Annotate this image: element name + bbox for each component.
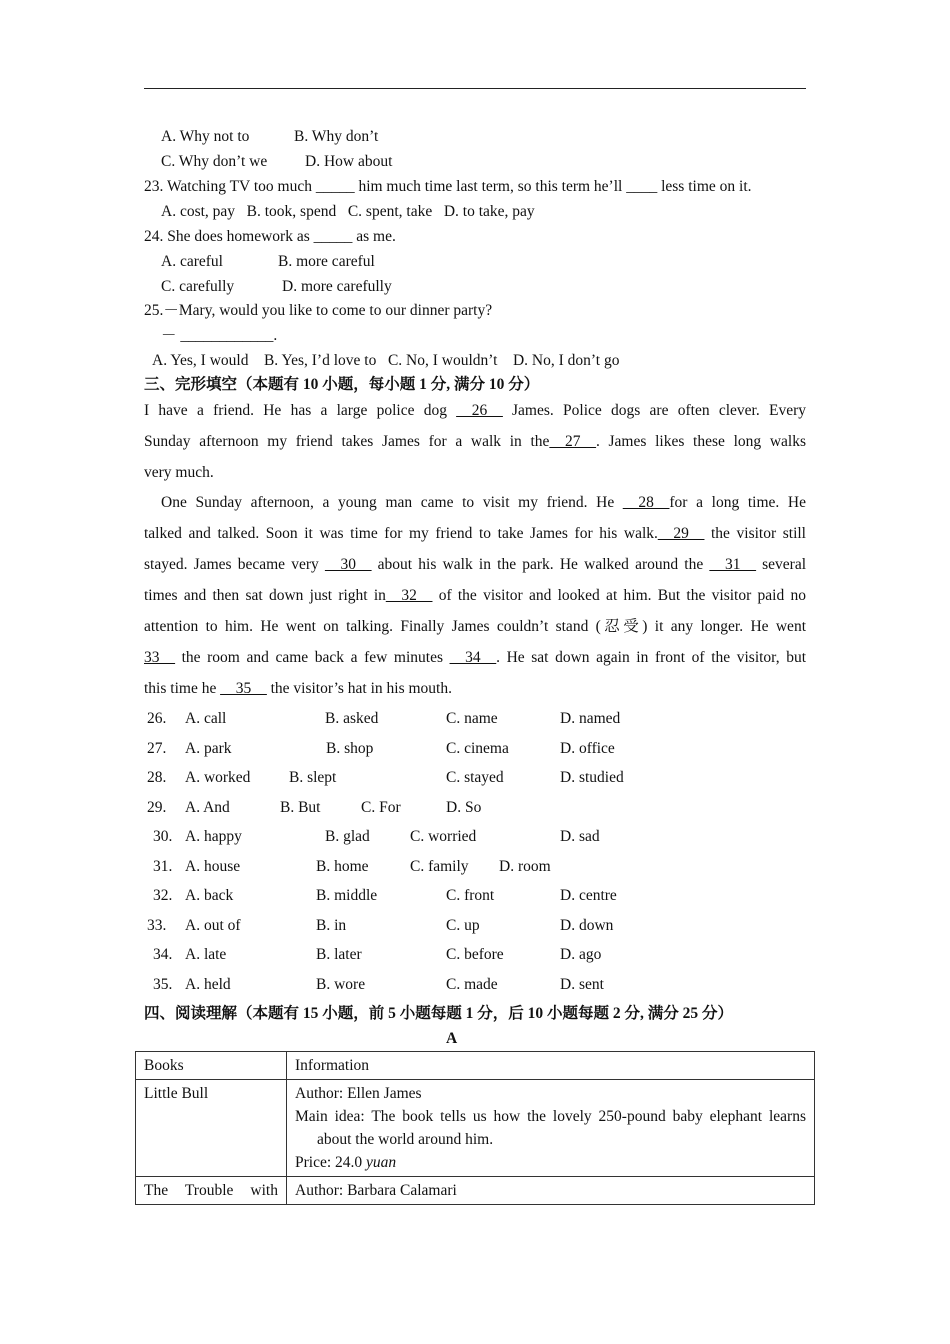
part-label: A [446,1030,458,1047]
cloze-option-d: D. centre [560,887,617,904]
q22-option-c: C. Why don’t we [161,153,268,170]
cloze-question-number: 27. [147,740,167,757]
blank-29: __29__ [657,525,705,542]
table-header-cell: Information [287,1052,815,1080]
cloze-option-c: C. front [446,887,495,904]
q22-option-a: A. Why not to [161,128,250,145]
blank-34: __34__ [449,649,497,666]
section4-heading: 四、阅读理解（本题有 15 小题，前 5 小题每题 1 分，后 10 小题每题 2 分, 满分 25 分） [144,1005,734,1022]
cloze-option-a: A. park [185,740,232,757]
cloze-option-a: A. held [185,976,231,993]
cloze-option-d: D. named [560,710,621,727]
passage-line: talked and talked. Soon it was time for my friend to take James for his walk.__29__ the visitor still [144,525,806,542]
cloze-option-b: B. asked [325,710,379,727]
blank-35: __35__ [220,680,267,697]
passage-line: attention to him. He went on talking. Finally James couldn’t stand (忍受) it any longer. He went [144,618,806,635]
cloze-question-number: 29. [147,799,167,816]
cloze-option-c: C. family [410,858,469,875]
cloze-option-b: B. middle [316,887,378,904]
book-title: The Trouble with [136,1177,287,1205]
cloze-option-c: C. name [446,710,498,727]
cloze-question-number: 28. [147,769,167,786]
book-price: Price: 24.0 yuan [295,1154,397,1171]
cloze-option-c: C. made [446,976,498,993]
cloze-option-b: B. wore [316,976,366,993]
section3-heading: 三、完形填空（本题有 10 小题，每小题 1 分, 满分 10 分） [144,376,540,393]
cloze-option-c: C. For [361,799,401,816]
q24-option-b: B. more careful [278,253,375,270]
cloze-option-b: B. shop [326,740,374,757]
passage-line: this time he __35__ the visitor’s hat in his mouth. [144,680,452,697]
header-rule [144,88,806,89]
cloze-option-a: A. back [185,887,234,904]
book-author: Author: Ellen James [295,1085,422,1102]
q25-answer-line: － ____________. [161,327,278,344]
cloze-option-a: A. call [185,710,227,727]
cloze-option-b: B. later [316,946,362,963]
q23-stem: 23. Watching TV too much _____ him much time last term, so this term he’ll ____ less time on it. [144,178,752,195]
cloze-option-b: B. slept [289,769,337,786]
cloze-option-d: D. sad [560,828,600,845]
passage-line: times and then sat down just right in__32__ of the visitor and looked at him. But the visitor paid no [144,587,806,604]
passage-line: One Sunday afternoon, a young man came to visit my friend. He __28__for a long time. He [161,494,806,511]
cloze-option-d: D. sent [560,976,604,993]
q24-option-d: D. more carefully [282,278,392,295]
cloze-option-a: A. house [185,858,241,875]
cloze-question-number: 35. [153,976,173,993]
passage-line: very much. [144,464,214,481]
cloze-option-c: C. stayed [446,769,504,786]
q22-option-d: D. How about [305,153,393,170]
passage-line: 33__ the room and came back a few minutes __34__. He sat down again in front of the visitor, but [144,649,807,666]
cloze-question-number: 33. [147,917,167,934]
cloze-option-d: D. office [560,740,615,757]
cloze-option-a: A. late [185,946,227,963]
book-title: Little Bull [136,1080,287,1177]
cloze-option-d: D. So [446,799,482,816]
blank-27: __27__ [549,433,596,450]
cloze-option-d: D. room [499,858,551,875]
blank-31: __31__ [709,556,756,573]
book-info [287,1080,815,1177]
q23-options: A. cost, pay B. took, spend C. spent, take D. to take, pay [161,203,535,220]
blank-26: __26__ [456,402,503,419]
passage-line: stayed. James became very __30__ about his walk in the park. He walked around the __31__ several [144,556,807,573]
books-table [135,1051,815,1205]
blank-30: __30__ [324,556,372,573]
blank-33: 33__ [144,649,175,666]
q25-options: A. Yes, I would B. Yes, I’d love to C. No, I wouldn’t D. No, I don’t go [152,352,620,369]
cloze-question-number: 34. [153,946,173,963]
q24-option-a: A. careful [161,253,223,270]
q25-stem: 25.－Mary, would you like to come to our dinner party? [144,302,493,319]
book-main-idea: Main idea: The book tells us how the lovely 250-pound baby elephant learns about the world around him. [295,1108,806,1148]
cloze-question-number: 32. [153,887,173,904]
cloze-question-number: 26. [147,710,167,727]
blank-32: __32__ [385,587,433,604]
passage-line: I have a friend. He has a large police dog __26__ James. Police dogs are often clever. Every [144,402,806,419]
cloze-option-b: B. home [316,858,369,875]
book-author: Author: Barbara Calamari [287,1177,815,1205]
table-row [136,1177,815,1205]
q22-option-b: B. Why don’t [294,128,379,145]
table-row [136,1080,815,1177]
cloze-option-c: C. before [446,946,504,963]
cloze-option-c: C. cinema [446,740,509,757]
cloze-option-c: C. worried [410,828,477,845]
cloze-option-b: B. But [280,799,321,816]
cloze-option-a: A. And [185,799,230,816]
blank-28: __28__ [622,494,670,511]
cloze-question-number: 30. [153,828,173,845]
cloze-option-c: C. up [446,917,480,934]
passage-line: Sunday afternoon my friend takes James for a walk in the__27__. James likes these long walks [144,433,806,450]
cloze-option-a: A. worked [185,769,251,786]
cloze-option-b: B. glad [325,828,370,845]
q24-option-c: C. carefully [161,278,235,295]
cloze-question-number: 31. [153,858,173,875]
cloze-option-d: D. studied [560,769,624,786]
cloze-option-a: A. out of [185,917,241,934]
q24-stem: 24. She does homework as _____ as me. [144,228,396,245]
cloze-option-b: B. in [316,917,347,934]
table-header-cell: Books [136,1052,287,1080]
cloze-option-d: D. ago [560,946,602,963]
cloze-option-a: A. happy [185,828,242,845]
cloze-option-d: D. down [560,917,614,934]
table-row [136,1052,815,1080]
